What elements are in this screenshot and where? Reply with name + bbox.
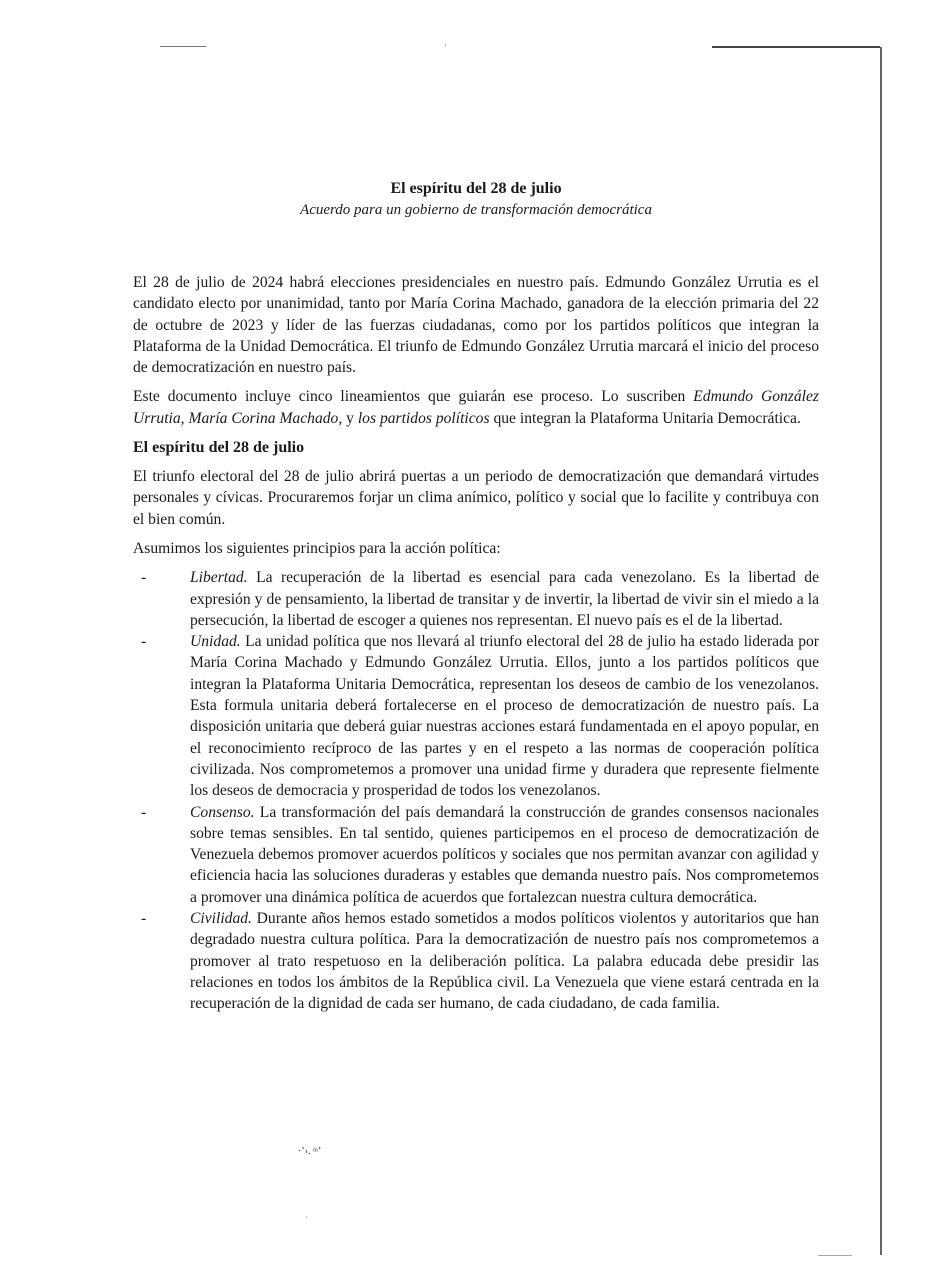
footer-mark [818,1255,852,1256]
principle-item-civilidad [133,908,819,1014]
principle-text: Durante años hemos estado sometidos a modos políticos violentos y autoritarios que han degradado nuestra cultura política. Para la democratización de nuestro país nos comprometemos a promover al trato respetuoso en la deliberación política. La palabra educada debe presidir las relaciones en todos los ámbitos de la República civil. La Venezuela que viene estará centrada en la recuperación de la dignidad de cada ser humano, de cada ciudadano, de cada familia. [190,910,819,1013]
signatories-text: Este documento incluye cinco lineamientos que guiarán ese proceso. Lo suscriben [133,388,694,406]
header-rule-right [712,46,880,48]
principle-text: La recuperación de la libertad es esencial para cada venezolano. Es la libertad de expresión y de pensamiento, la libertad de transitar y de invertir, la libertad de vivir sin el miedo a la persecución, la libertad de escoger a quienes nos representan. El nuevo país es el de la libertad. [190,569,819,629]
title-block [133,178,819,220]
separator: , [180,409,189,427]
signatories-paragraph [133,386,819,429]
document-page [133,178,819,1015]
principle-term: Libertad. [190,569,248,587]
page-edge-rule [880,47,882,1255]
scan-speck: · [305,1213,308,1222]
principle-item-unidad [133,631,819,801]
principle-item-consenso [133,802,819,908]
signatories-text-end: que integran la Plataforma Unitaria Democrática. [489,409,801,427]
principle-term: Consenso. [190,803,255,821]
signer-gonzalez: Edmundo González Urrutia [133,388,819,427]
bullet-dash: - [141,633,147,651]
principle-term: Civilidad. [190,910,252,928]
principle-text: La transformación del país demandará la construcción de grandes consensos nacionales sobre temas sensibles. En tal sentido, quienes participemos en el proceso de democratización de Venezuela debemos promover acuerdos políticos y sociales que nos permitan avanzar con agilidad y eficiencia hacia las soluciones duraderas y estables que demanda nuestro país. Nos comprometemos a promover una dinámica política de acuerdos que fortalezcan nuestra cultura democrática. [190,803,819,906]
document-title: El espíritu del 28 de julio [390,180,562,197]
bullet-dash: - [141,569,147,587]
principles-list [133,567,819,1014]
section-paragraph: El triunfo electoral del 28 de julio abrirá puertas a un periodo de democratización que demandará virtudes personales y cívicas. Procuraremos forjar un clima anímico, político y social que lo facilite y contribuya con el bien común. [133,468,819,528]
signer-machado: María Corina Machado [188,409,339,427]
header-rule-left [160,46,206,47]
separator: , y [338,409,358,427]
section-heading: El espíritu del 28 de julio [133,439,305,457]
principle-text: La unidad política que nos llevará al triunfo electoral del 28 de julio ha estado liderada por María Corina Machado y Edmundo González Urrutia. Ellos, junto a los partidos políticos que integran la Plataforma Unitaria Democrática, representan los deseos de cambio de los venezolanos. Esta formula unitaria deberá fortalecerse en el proceso de democratización de nuestro país. La disposición unitaria que deberá guiar nuestras acciones estará fundamentada en el apoyo popular, en el reconocimiento recíproco de las partes y en el respeto a las normas de cooperación política civilizada. Nos comprometemos a promover una unidad firme y duradera que represente fielmente los deseos de democracia y prosperidad de todos los venezolanos. [190,633,819,800]
scan-speck: ·ʼ›. ᵐʼ [298,1146,322,1157]
bullet-dash: - [141,803,147,821]
intro-paragraph: El 28 de julio de 2024 habrá elecciones presidenciales en nuestro país. Edmundo González Urrutia es el candidato electo por unanimidad, tanto por María Corina Machado, ganadora de la elección primaria del 22 de octubre de 2023 y líder de las fuerzas ciudadanas, como por los partidos políticos que integran la Plataforma de la Unidad Democrática. El triunfo de Edmundo González Urrutia marcará el inicio del proceso de democratización en nuestro país. [133,274,819,377]
scan-speck: · [444,40,447,50]
bullet-dash: - [141,910,147,928]
document-subtitle: Acuerdo para un gobierno de transformación democrática [300,202,652,218]
principles-intro: Asumimos los siguientes principios para la acción política: [133,539,501,557]
principle-term: Unidad. [190,633,241,651]
signer-partidos: los partidos políticos [357,409,490,427]
principle-item-libertad [133,567,819,631]
